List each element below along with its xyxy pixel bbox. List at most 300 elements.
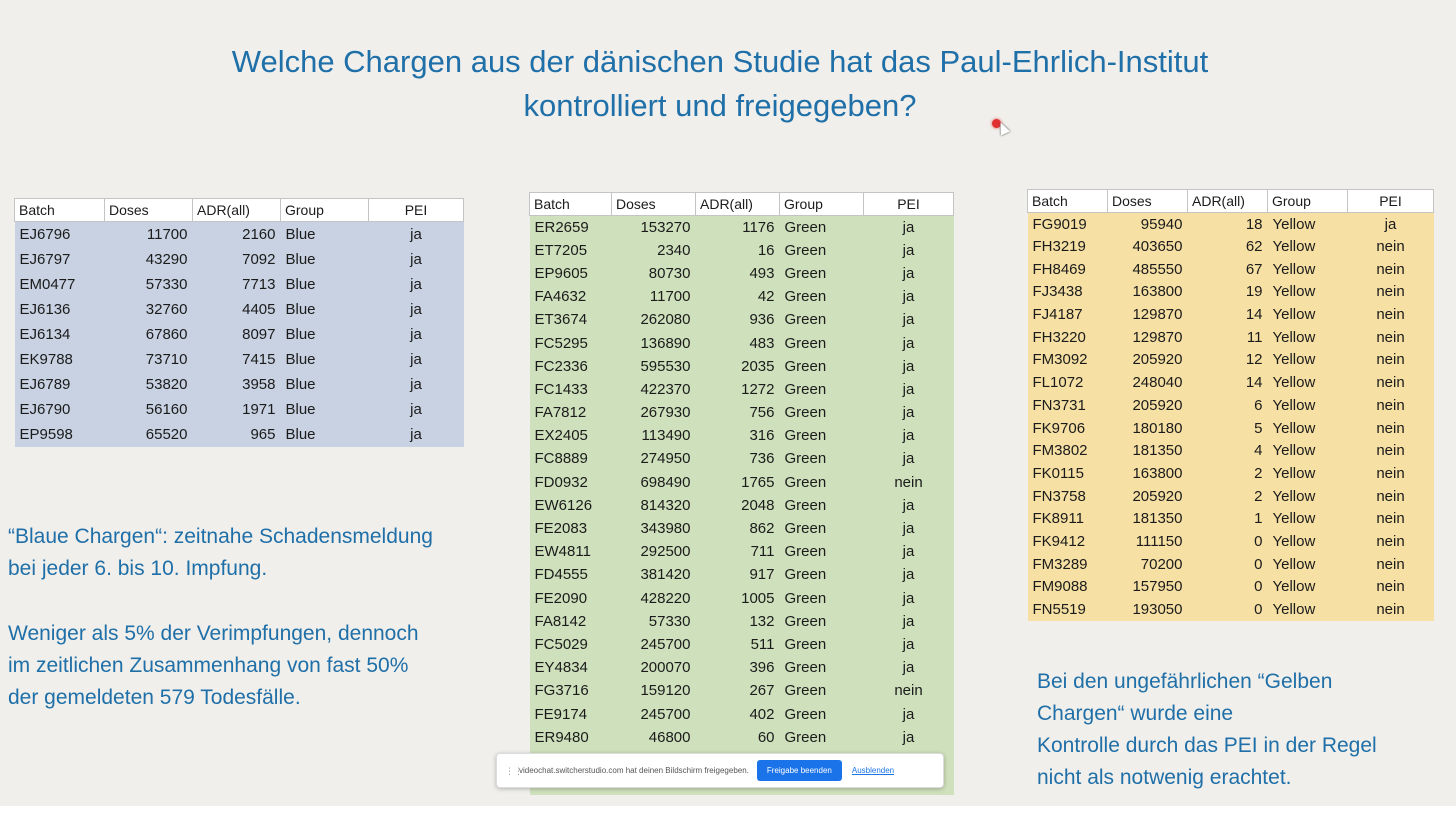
pei-cell: ja — [902, 288, 915, 306]
table-row — [1028, 417, 1434, 440]
note-line: der gemeldeten 579 Todesfälle. — [8, 686, 301, 709]
group-cell: Green — [784, 311, 827, 329]
group-cell: Green — [784, 427, 827, 445]
pei-cell: nein — [1376, 238, 1405, 256]
adr-cell: 1272 — [741, 380, 775, 398]
adr-cell: 396 — [749, 659, 775, 677]
note-line: Kontrolle durch das PEI in der Regel — [1037, 734, 1377, 757]
batch-cell: FK9706 — [1032, 419, 1086, 437]
batch-cell: EJ6796 — [19, 225, 71, 243]
batch-cell: FC2336 — [534, 357, 588, 375]
table-row — [1028, 439, 1434, 462]
doses-cell: 245700 — [640, 705, 691, 723]
doses-cell: 205920 — [1132, 396, 1183, 414]
doses-cell: 57330 — [648, 612, 691, 630]
table-row — [1028, 349, 1434, 372]
doses-cell: 267930 — [640, 404, 691, 422]
adr-cell: 1971 — [242, 400, 276, 418]
batch-cell: EJ6136 — [19, 300, 71, 318]
batch-cell: FM9088 — [1032, 578, 1088, 596]
col-header-doses: Doses — [612, 193, 696, 216]
group-cell: Green — [784, 404, 827, 422]
group-cell: Yellow — [1272, 601, 1316, 619]
col-header-doses: Doses — [1108, 190, 1188, 213]
col-header-batch: Batch — [530, 193, 612, 216]
share-message: videochat.switcherstudio.com hat deinen Bildschirm freigegeben. — [519, 766, 749, 775]
pei-cell: ja — [410, 250, 422, 268]
batch-cell: EJ6134 — [19, 325, 71, 343]
doses-cell: 11700 — [649, 288, 691, 306]
batch-cell: FG9019 — [1032, 215, 1087, 233]
group-cell: Yellow — [1272, 260, 1316, 278]
pei-cell: nein — [1376, 532, 1405, 550]
pei-cell: ja — [410, 275, 422, 293]
batch-cell: FA4632 — [534, 288, 587, 306]
table-row — [1028, 507, 1434, 530]
table-row — [530, 285, 954, 308]
table-row — [1028, 553, 1434, 576]
adr-cell: 965 — [250, 425, 276, 443]
adr-cell: 4405 — [242, 300, 276, 318]
table-row — [530, 262, 954, 285]
slide-title — [120, 40, 1320, 128]
batch-cell: EM0477 — [19, 275, 76, 293]
table-row — [530, 726, 954, 749]
pei-cell: ja — [902, 520, 915, 538]
table-row — [530, 610, 954, 633]
pei-cell: nein — [1376, 487, 1405, 505]
doses-cell: 136890 — [640, 334, 691, 352]
batch-cell: ER2659 — [534, 218, 589, 236]
doses-cell: 65520 — [145, 425, 188, 443]
group-cell: Blue — [285, 375, 316, 393]
table-row — [1028, 462, 1434, 485]
table-row — [530, 447, 954, 470]
group-cell: Yellow — [1272, 442, 1316, 460]
doses-cell: 205920 — [1132, 351, 1183, 369]
table-row — [530, 239, 954, 262]
doses-cell: 698490 — [640, 473, 691, 491]
group-cell: Green — [784, 288, 827, 306]
col-header-pei: PEI — [369, 199, 464, 222]
pei-cell: ja — [902, 589, 915, 607]
doses-cell: 2340 — [657, 241, 691, 259]
title-line-2: kontrolliert und freigegeben? — [523, 88, 917, 123]
adr-cell: 7415 — [242, 350, 276, 368]
doses-cell: 381420 — [640, 566, 691, 584]
table-row — [530, 494, 954, 517]
adr-cell: 1176 — [742, 218, 775, 236]
note-line: “Blaue Chargen“: zeitnahe Schadensmeldung — [8, 525, 433, 548]
adr-cell: 936 — [749, 311, 775, 329]
batch-cell: ET3674 — [534, 311, 588, 329]
adr-cell: 1765 — [741, 473, 775, 491]
group-cell: Green — [784, 264, 827, 282]
col-header-group: Group — [1268, 190, 1348, 213]
doses-cell: 205920 — [1132, 487, 1183, 505]
group-cell: Green — [784, 635, 827, 653]
table-row — [530, 471, 954, 494]
batch-cell: EW6126 — [534, 496, 593, 514]
adr-cell: 132 — [749, 612, 775, 630]
pei-cell: ja — [410, 325, 422, 343]
adr-cell: 8097 — [242, 325, 276, 343]
batch-cell: FH3219 — [1032, 238, 1086, 256]
adr-cell: 14 — [1245, 374, 1263, 392]
table-row — [1028, 598, 1434, 621]
doses-cell: 153270 — [640, 218, 691, 236]
batch-cell: FM3802 — [1032, 442, 1088, 460]
pei-cell: nein — [1376, 464, 1405, 482]
group-cell: Blue — [285, 275, 316, 293]
group-cell: Green — [784, 566, 827, 584]
adr-cell: 511 — [750, 635, 775, 653]
group-cell: Yellow — [1272, 238, 1316, 256]
adr-cell: 18 — [1245, 215, 1263, 233]
table-row — [15, 222, 464, 247]
pei-cell: ja — [410, 350, 422, 368]
table-row — [1028, 530, 1434, 553]
adr-cell: 7713 — [242, 275, 276, 293]
group-cell: Yellow — [1272, 532, 1316, 550]
col-header-group: Group — [281, 199, 369, 222]
group-cell: Yellow — [1272, 464, 1316, 482]
pei-cell: nein — [1376, 328, 1405, 346]
group-cell: Green — [784, 589, 827, 607]
doses-cell: 403650 — [1132, 238, 1183, 256]
table-row — [15, 297, 464, 322]
pei-cell: ja — [902, 311, 915, 329]
doses-cell: 129870 — [1132, 306, 1183, 324]
batch-cell: FC1433 — [534, 380, 588, 398]
col-header-adr: ADR(all) — [696, 193, 780, 216]
deaths-share-note — [8, 618, 419, 714]
doses-cell: 422370 — [640, 380, 691, 398]
batch-cell: FE2090 — [534, 589, 588, 607]
adr-cell: 12 — [1245, 351, 1263, 369]
pei-cell: nein — [1376, 283, 1405, 301]
bottom-edge-band — [0, 806, 1456, 818]
group-cell: Yellow — [1272, 351, 1316, 369]
batch-cell: FA8142 — [534, 612, 587, 630]
table-row — [1028, 371, 1434, 394]
adr-cell: 862 — [749, 520, 775, 538]
col-header-group: Group — [780, 193, 864, 216]
pei-cell: nein — [1376, 419, 1405, 437]
batch-cell: EP9598 — [19, 425, 73, 443]
adr-cell: 7092 — [242, 250, 276, 268]
adr-cell: 5 — [1254, 419, 1263, 437]
batch-cell: FC8889 — [534, 450, 588, 468]
col-header-batch: Batch — [1028, 190, 1108, 213]
table-row — [530, 308, 954, 331]
group-cell: Yellow — [1272, 306, 1316, 324]
adr-cell: 1005 — [741, 589, 775, 607]
table-row — [530, 355, 954, 378]
pei-cell: ja — [902, 241, 915, 259]
col-header-doses: Doses — [105, 199, 193, 222]
adr-cell: 11 — [1246, 328, 1263, 346]
adr-cell: 2048 — [741, 496, 775, 514]
doses-cell: 163800 — [1132, 283, 1183, 301]
pei-cell: ja — [902, 404, 915, 422]
table-row — [1028, 303, 1434, 326]
group-cell: Yellow — [1272, 555, 1316, 573]
adr-cell: 60 — [757, 728, 775, 746]
pei-cell: ja — [902, 427, 915, 445]
pei-cell: ja — [902, 612, 915, 630]
group-cell: Blue — [285, 250, 316, 268]
pei-cell: nein — [1376, 374, 1405, 392]
doses-cell: 111150 — [1135, 532, 1183, 550]
batch-cell: EX2405 — [534, 427, 588, 445]
group-cell: Green — [784, 612, 827, 630]
batch-cell: ER9480 — [534, 728, 589, 746]
group-cell: Yellow — [1272, 374, 1316, 392]
table-row — [530, 378, 954, 401]
adr-cell: 42 — [757, 288, 775, 306]
pei-cell: ja — [902, 635, 915, 653]
doses-cell: 485550 — [1132, 260, 1183, 278]
pei-cell: ja — [902, 264, 915, 282]
doses-cell: 181350 — [1132, 510, 1183, 528]
group-cell: Green — [784, 241, 827, 259]
col-header-adr: ADR(all) — [193, 199, 281, 222]
doses-cell: 11700 — [146, 225, 188, 243]
batch-cell: FD0932 — [534, 473, 588, 491]
pei-cell: nein — [1376, 578, 1405, 596]
batch-cell: FK9412 — [1032, 532, 1086, 550]
doses-cell: 200070 — [640, 659, 691, 677]
table-row — [530, 424, 954, 447]
adr-cell: 19 — [1245, 283, 1263, 301]
batch-cell: FA7812 — [534, 404, 587, 422]
doses-cell: 46800 — [648, 728, 691, 746]
adr-cell: 711 — [750, 543, 775, 561]
blue-batch-table — [14, 198, 464, 447]
adr-cell: 756 — [749, 404, 775, 422]
batch-cell: FH3220 — [1032, 328, 1086, 346]
adr-cell: 4 — [1254, 442, 1263, 460]
adr-cell: 1 — [1254, 510, 1263, 528]
group-cell: Yellow — [1272, 510, 1316, 528]
adr-cell: 14 — [1245, 306, 1263, 324]
batch-cell: EK9788 — [19, 350, 73, 368]
table-row — [15, 272, 464, 297]
adr-cell: 0 — [1254, 578, 1263, 596]
batch-cell: FJ3438 — [1032, 283, 1083, 301]
doses-cell: 56160 — [145, 400, 188, 418]
group-cell: Green — [784, 450, 827, 468]
doses-cell: 32760 — [145, 300, 188, 318]
table-row — [530, 656, 954, 679]
doses-cell: 57330 — [145, 275, 188, 293]
group-cell: Green — [784, 728, 827, 746]
group-cell: Green — [784, 543, 827, 561]
doses-cell: 274950 — [640, 450, 691, 468]
table-row — [1028, 213, 1434, 236]
pei-cell: nein — [1376, 306, 1405, 324]
group-cell: Blue — [285, 350, 316, 368]
batch-cell: FM3289 — [1032, 555, 1088, 573]
note-line: nicht als notwenig erachtet. — [1037, 766, 1292, 789]
table-row — [530, 540, 954, 563]
hide-link[interactable]: Ausblenden — [851, 766, 895, 775]
doses-cell: 73710 — [145, 350, 188, 368]
group-cell: Green — [784, 659, 827, 677]
screen-share-notification — [496, 753, 944, 788]
batch-cell: FE2083 — [534, 520, 588, 538]
adr-cell: 0 — [1254, 555, 1263, 573]
pei-cell: ja — [902, 218, 915, 236]
group-cell: Green — [784, 380, 827, 398]
group-cell: Yellow — [1272, 396, 1316, 414]
doses-cell: 248040 — [1132, 374, 1183, 392]
pei-cell: ja — [902, 659, 915, 677]
adr-cell: 2160 — [242, 225, 276, 243]
col-header-adr: ADR(all) — [1188, 190, 1268, 213]
note-line: Chargen“ wurde eine — [1037, 702, 1234, 725]
batch-cell: EY4834 — [534, 659, 588, 677]
adr-cell: 62 — [1245, 238, 1263, 256]
pei-cell: ja — [1384, 215, 1397, 233]
pei-cell: ja — [410, 400, 422, 418]
table-row — [15, 322, 464, 347]
pei-cell: nein — [894, 473, 923, 491]
doses-cell: 428220 — [640, 589, 691, 607]
doses-cell: 180180 — [1132, 419, 1183, 437]
table-row — [15, 372, 464, 397]
group-cell: Green — [784, 682, 827, 700]
group-cell: Green — [784, 334, 827, 352]
yellow-batch-table — [1027, 189, 1434, 621]
pei-cell: nein — [1376, 351, 1405, 369]
pei-cell: ja — [902, 705, 915, 723]
pei-cell: nein — [1376, 601, 1405, 619]
col-header-pei: PEI — [1348, 190, 1434, 213]
batch-cell: FC5029 — [534, 635, 588, 653]
batch-cell: EJ6789 — [19, 375, 71, 393]
table-row — [530, 331, 954, 354]
group-cell: Blue — [285, 425, 316, 443]
group-cell: Blue — [285, 400, 316, 418]
pei-cell: ja — [410, 425, 422, 443]
batch-cell: FN3758 — [1032, 487, 1086, 505]
group-cell: Green — [784, 705, 827, 723]
note-line: Bei den ungefährlichen “Gelben — [1037, 670, 1333, 693]
adr-cell: 6 — [1254, 396, 1263, 414]
group-cell: Green — [784, 473, 827, 491]
table-row — [1028, 326, 1434, 349]
table-row — [1028, 281, 1434, 304]
batch-cell: EJ6790 — [19, 400, 71, 418]
table-row — [15, 397, 464, 422]
note-line: Weniger als 5% der Verimpfungen, dennoch — [8, 622, 419, 645]
batch-cell: EJ6797 — [19, 250, 71, 268]
drag-handle-icon[interactable]: ⋮⋮ — [505, 765, 523, 776]
group-cell: Yellow — [1272, 487, 1316, 505]
adr-cell: 917 — [749, 566, 775, 584]
table-row — [15, 247, 464, 272]
pei-cell: ja — [410, 375, 422, 393]
pei-cell: ja — [902, 380, 915, 398]
table-row — [530, 517, 954, 540]
batch-cell: FK0115 — [1032, 464, 1084, 482]
pei-cell: ja — [410, 300, 422, 318]
batch-cell: FK8911 — [1032, 510, 1084, 528]
pei-cell: nein — [894, 682, 923, 700]
table-row — [530, 563, 954, 586]
adr-cell: 493 — [749, 264, 775, 282]
table-row — [530, 679, 954, 702]
doses-cell: 245700 — [640, 635, 691, 653]
table-row — [1028, 394, 1434, 417]
pei-cell: ja — [410, 225, 422, 243]
doses-cell: 95940 — [1140, 215, 1183, 233]
doses-cell: 157950 — [1132, 578, 1183, 596]
adr-cell: 2 — [1254, 487, 1263, 505]
table-row — [1028, 258, 1434, 281]
stop-sharing-button[interactable]: Freigabe beenden — [757, 760, 842, 781]
pei-cell: nein — [1376, 396, 1405, 414]
table-row — [530, 587, 954, 610]
adr-cell: 16 — [757, 241, 775, 259]
adr-cell: 402 — [749, 705, 775, 723]
table-row — [1028, 576, 1434, 599]
note-line: im zeitlichen Zusammenhang von fast 50% — [8, 654, 409, 677]
group-cell: Blue — [285, 300, 316, 318]
group-cell: Yellow — [1272, 283, 1316, 301]
doses-cell: 70200 — [1140, 555, 1183, 573]
adr-cell: 0 — [1254, 601, 1263, 619]
pei-cell: nein — [1376, 442, 1405, 460]
group-cell: Yellow — [1272, 328, 1316, 346]
blue-batches-note — [8, 521, 433, 585]
pei-cell: ja — [902, 357, 915, 375]
pei-cell: ja — [902, 728, 915, 746]
batch-cell: FG3716 — [534, 682, 589, 700]
group-cell: Green — [784, 496, 827, 514]
doses-cell: 43290 — [145, 250, 188, 268]
table-row — [530, 401, 954, 424]
col-header-batch: Batch — [15, 199, 105, 222]
group-cell: Green — [784, 357, 827, 375]
doses-cell: 595530 — [640, 357, 691, 375]
pei-cell: nein — [1376, 260, 1405, 278]
pei-cell: ja — [902, 334, 915, 352]
adr-cell: 67 — [1245, 260, 1263, 278]
doses-cell: 814320 — [640, 496, 691, 514]
pei-cell: ja — [902, 566, 915, 584]
doses-cell: 343980 — [640, 520, 691, 538]
doses-cell: 129870 — [1132, 328, 1183, 346]
batch-cell: FN3731 — [1032, 396, 1086, 414]
pei-cell: ja — [902, 450, 915, 468]
table-row — [530, 633, 954, 656]
table-row — [530, 702, 954, 725]
batch-cell: FM3092 — [1032, 351, 1088, 369]
pei-cell: nein — [1376, 555, 1405, 573]
note-line: bei jeder 6. bis 10. Impfung. — [8, 557, 268, 580]
batch-cell: FE9174 — [534, 705, 588, 723]
doses-cell: 159120 — [640, 682, 691, 700]
doses-cell: 193050 — [1132, 601, 1183, 619]
pei-cell: ja — [902, 496, 915, 514]
doses-cell: 113490 — [641, 427, 691, 445]
green-batch-table — [529, 192, 954, 795]
batch-cell: FJ4187 — [1032, 306, 1083, 324]
adr-cell: 2 — [1254, 464, 1263, 482]
